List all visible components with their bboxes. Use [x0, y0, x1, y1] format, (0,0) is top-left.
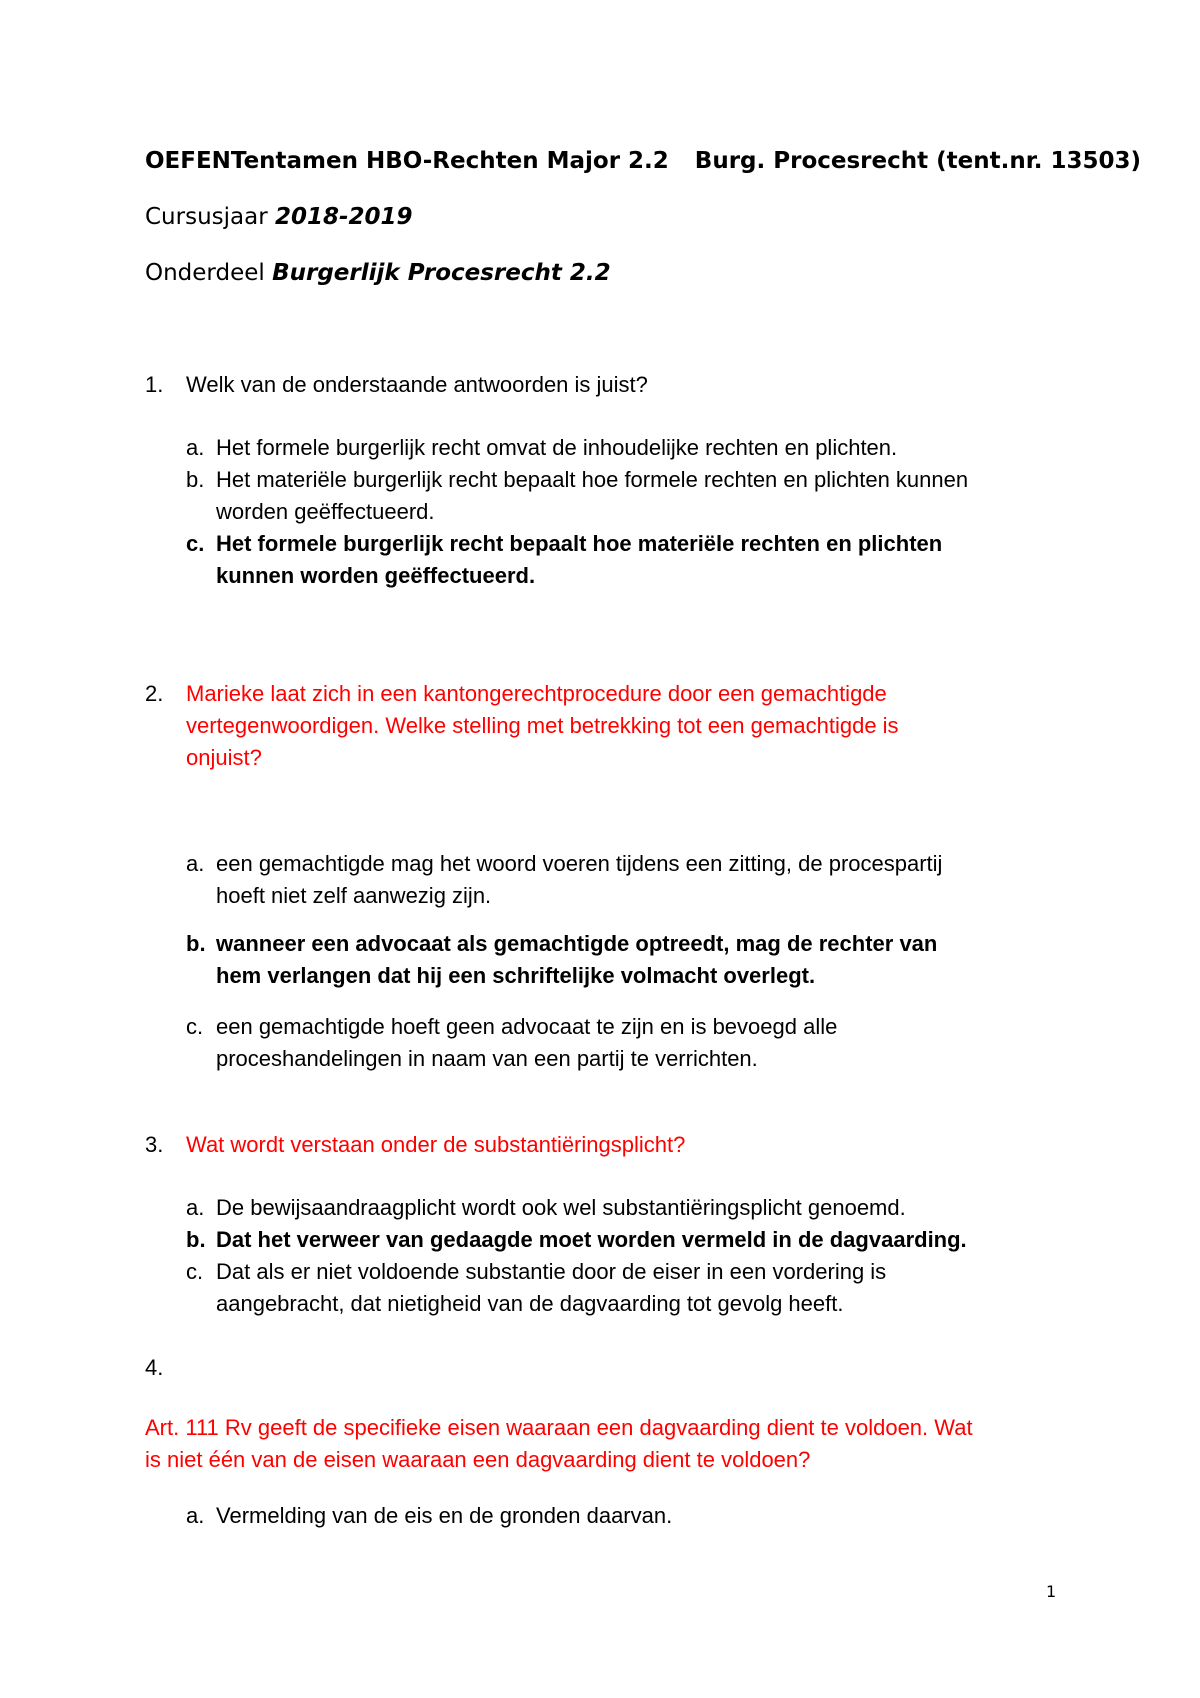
option-text: De bewijsaandraagplicht wordt ook wel substantiëringsplicht genoemd. — [216, 1195, 906, 1220]
title-part2: Burg. Procesrecht (tent.nr. 13503) — [694, 148, 1142, 174]
option-text: een gemachtigde mag het woord voeren tijdens een zitting, de procespartij — [216, 851, 943, 876]
option-text: Vermelding van de eis en de gronden daarvan. — [216, 1503, 673, 1528]
q3-option-c — [186, 1256, 886, 1288]
q1-number: 1. — [145, 372, 164, 397]
option-text: Het materiële burgerlijk recht bepaalt hoe formele rechten en plichten kunnen — [216, 467, 969, 492]
q4-option-a — [186, 1500, 672, 1532]
option-label: b. — [186, 931, 206, 956]
q2-text-line1: Marieke laat zich in een kantongerechtprocedure door een gemachtigde — [186, 681, 887, 706]
option-label: c. — [186, 1014, 204, 1039]
q1-option-c-cont: kunnen worden geëffectueerd. — [216, 563, 536, 588]
q2-text-line3: onjuist? — [186, 745, 262, 770]
q1-option-a — [186, 432, 897, 464]
q4-text-line2: is niet één van de eisen waaraan een dagvaarding dient te voldoen? — [145, 1447, 811, 1472]
option-text: een gemachtigde hoeft geen advocaat te zijn en is bevoegd alle — [216, 1014, 838, 1039]
option-text: Dat als er niet voldoende substantie door de eiser in een vordering is — [216, 1259, 887, 1284]
q2-text-line2: vertegenwoordigen. Welke stelling met betrekking tot een gemachtigde is — [186, 713, 899, 738]
option-label: c. — [186, 1259, 204, 1284]
q3-text: Wat wordt verstaan onder de substantiëringsplicht? — [186, 1132, 686, 1157]
year-value: 2018-2019 — [274, 204, 413, 230]
course-part — [145, 260, 611, 286]
q1-text: Welk van de onderstaande antwoorden is juist? — [186, 372, 648, 397]
q1-option-b-cont: worden geëffectueerd. — [216, 499, 435, 524]
q3-option-c-cont: aangebracht, dat nietigheid van de dagvaarding tot gevolg heeft. — [216, 1291, 844, 1316]
part-label: Onderdeel — [145, 260, 265, 286]
q1-option-c — [186, 528, 942, 560]
document-title — [145, 148, 1141, 174]
title-part1: OEFENTentamen HBO-Rechten Major 2.2 — [145, 148, 669, 174]
q3-option-a — [186, 1192, 906, 1224]
option-label: b. — [186, 1227, 206, 1252]
option-text: Dat het verweer van gedaagde moet worden vermeld in de dagvaarding. — [216, 1227, 967, 1252]
q1-option-b — [186, 464, 968, 496]
course-year — [145, 204, 413, 230]
page-number: 1 — [1046, 1582, 1057, 1601]
option-label: a. — [186, 435, 205, 460]
option-label: b. — [186, 467, 205, 492]
q2-option-c — [186, 1011, 837, 1043]
q2-option-b-cont: hem verlangen dat hij een schriftelijke volmacht overlegt. — [216, 963, 816, 988]
year-label: Cursusjaar — [145, 204, 268, 230]
option-label: a. — [186, 1503, 205, 1528]
option-text: Het formele burgerlijk recht omvat de inhoudelijke rechten en plichten. — [216, 435, 898, 460]
q2-option-a-cont: hoeft niet zelf aanwezig zijn. — [216, 883, 492, 908]
option-label: a. — [186, 1195, 205, 1220]
q4-text-line1: Art. 111 Rv geeft de specifieke eisen waaraan een dagvaarding dient te voldoen. Wat — [145, 1415, 973, 1440]
q3-number: 3. — [145, 1132, 164, 1157]
option-label: a. — [186, 851, 205, 876]
option-label: c. — [186, 531, 205, 556]
q2-option-b — [186, 928, 937, 960]
q3-option-b — [186, 1224, 967, 1256]
option-text: wanneer een advocaat als gemachtigde optreedt, mag de rechter van — [216, 931, 938, 956]
q4-number: 4. — [145, 1355, 164, 1380]
q2-option-c-cont: proceshandelingen in naam van een partij te verrichten. — [216, 1046, 758, 1071]
option-text: Het formele burgerlijk recht bepaalt hoe materiële rechten en plichten — [216, 531, 943, 556]
q2-number: 2. — [145, 681, 164, 706]
q2-option-a — [186, 848, 942, 880]
part-value: Burgerlijk Procesrecht 2.2 — [272, 260, 611, 286]
